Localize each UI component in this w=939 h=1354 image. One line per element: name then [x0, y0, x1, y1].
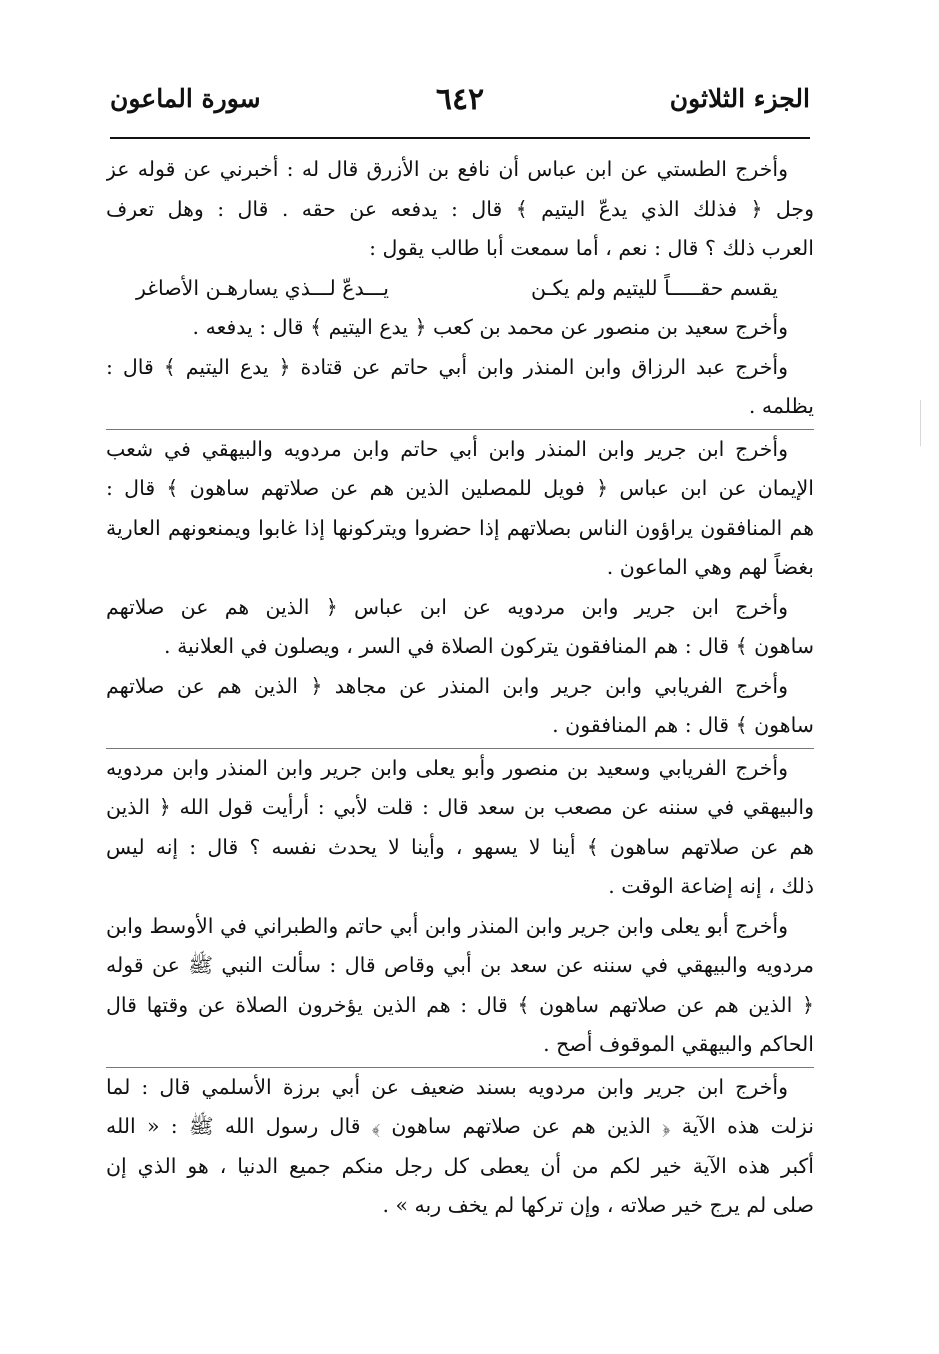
text-line: أكبر هذه الآية خير لكم من أن يعطى كل رجل منكم جميع الدنيا ، هو الذي إن [106, 1153, 814, 1178]
text-line: وجل ﴿ فذلك الذي يدعّ اليتيم ﴾ قال : يدفعه عن حقه . قال : وهل تعرف [106, 196, 814, 221]
text-line: ﴿ الذين هم عن صلاتهم ساهون ﴾ قال : هم الذين يؤخرون الصلاة عن وقتها قال [106, 992, 814, 1017]
text-line: هم المنافقون يراؤون الناس بصلاتهم إذا حضروا ويتركونها إذا غابوا ويمنعونهم العارية [106, 515, 814, 540]
text-line: وأخرج الفريابي وابن جرير وابن المنذر عن مجاهد ﴿ الذين هم عن صلاتهم [106, 673, 788, 698]
text-line: يظلمه . [748, 394, 814, 418]
text-line: نزلت هذه الآية ﴿ الذين هم عن صلاتهم ساهون ﴾ قال رسول الله ﷺ : « الله [106, 1114, 814, 1138]
text-line: ساهون ﴾ قال : هم المنافقون . [552, 713, 814, 737]
text-line: صلى لم يرج خير صلاته ، وإن تركها لم يخف ربه » . [382, 1193, 814, 1217]
margin-mark [920, 400, 921, 446]
text-line: وأخرج الطستي عن ابن عباس أن نافع بن الأزرق قال له : أخبرني عن قوله عز [106, 157, 788, 181]
text-line: وأخرج ابن جرير وابن مردويه عن ابن عباس ﴿ الذين هم عن صلاتهم [106, 594, 788, 619]
page-header [110, 84, 810, 124]
page-body [106, 150, 814, 1226]
text-line: وأخرج سعيد بن منصور عن محمد بن كعب ﴿ يدع اليتيم ﴾ قال : يدفعه . [192, 315, 788, 339]
text-line: مردويه والبيهقي في سننه عن سعد بن أبي وقاص قال : سألت النبي ﷺ عن قوله [106, 953, 814, 977]
text-line: وأخرج أبو يعلى وابن جرير وابن المنذر وابن أبي حاتم والطبراني في الأوسط وابن [106, 913, 788, 938]
text-line: وأخرج عبد الرزاق وابن المنذر وابن أبي حاتم عن قتادة ﴿ يدع اليتيم ﴾ قال : [106, 354, 788, 379]
juz-title: الجزء الثلاثون [669, 84, 810, 113]
poem-first-hemistich: يقسم حقـــــاً لليتيم ولم يكـن [530, 275, 778, 300]
header-rule [110, 137, 810, 139]
poem-second-hemistich: يـــدعّ لـــذي يسارهـن الأصاغر [136, 275, 389, 300]
text-line: الحاكم والبيهقي الموقوف أصح . [543, 1032, 814, 1056]
page-number: ٦٤٢ [435, 82, 485, 117]
text-line: وأخرج ابن جرير وابن المنذر وابن أبي حاتم وابن مردويه والبيهقي في شعب [106, 429, 814, 470]
text-line: والبيهقي في سننه عن مصعب بن سعد قال : قلت لأبي : أرأيت قول الله ﴿ الذين [106, 795, 814, 819]
text-line: وأخرج ابن جرير وابن مردويه بسند ضعيف عن أبي برزة الأسلمي قال : لما [106, 1067, 814, 1108]
text-line: بغضاً لهم وهي الماعون . [606, 555, 814, 579]
text-line: العرب ذلك ؟ قال : نعم ، أما سمعت أبا طالب يقول : [369, 236, 814, 260]
text-line: وأخرج الفريابي وسعيد بن منصور وأبو يعلى وابن جرير وابن المنذر وابن مردويه [106, 748, 814, 789]
text-line: ساهون ﴾ قال : هم المنافقون يتركون الصلاة في السر ، ويصلون في العلانية . [164, 634, 814, 658]
text-line: هم عن صلاتهم ساهون ﴾ أينا لا يسهو ، وأينا لا يحدث نفسه ؟ قال : إنه ليس [106, 834, 814, 859]
text-line: الإيمان عن ابن عباس ﴿ فويل للمصلين الذين هم عن صلاتهم ساهون ﴾ قال : [106, 476, 814, 500]
poem-verse [106, 269, 814, 309]
surah-title: سورة الماعون [110, 84, 261, 113]
text-line: ذلك ، إنه إضاعة الوقت . [608, 874, 814, 898]
